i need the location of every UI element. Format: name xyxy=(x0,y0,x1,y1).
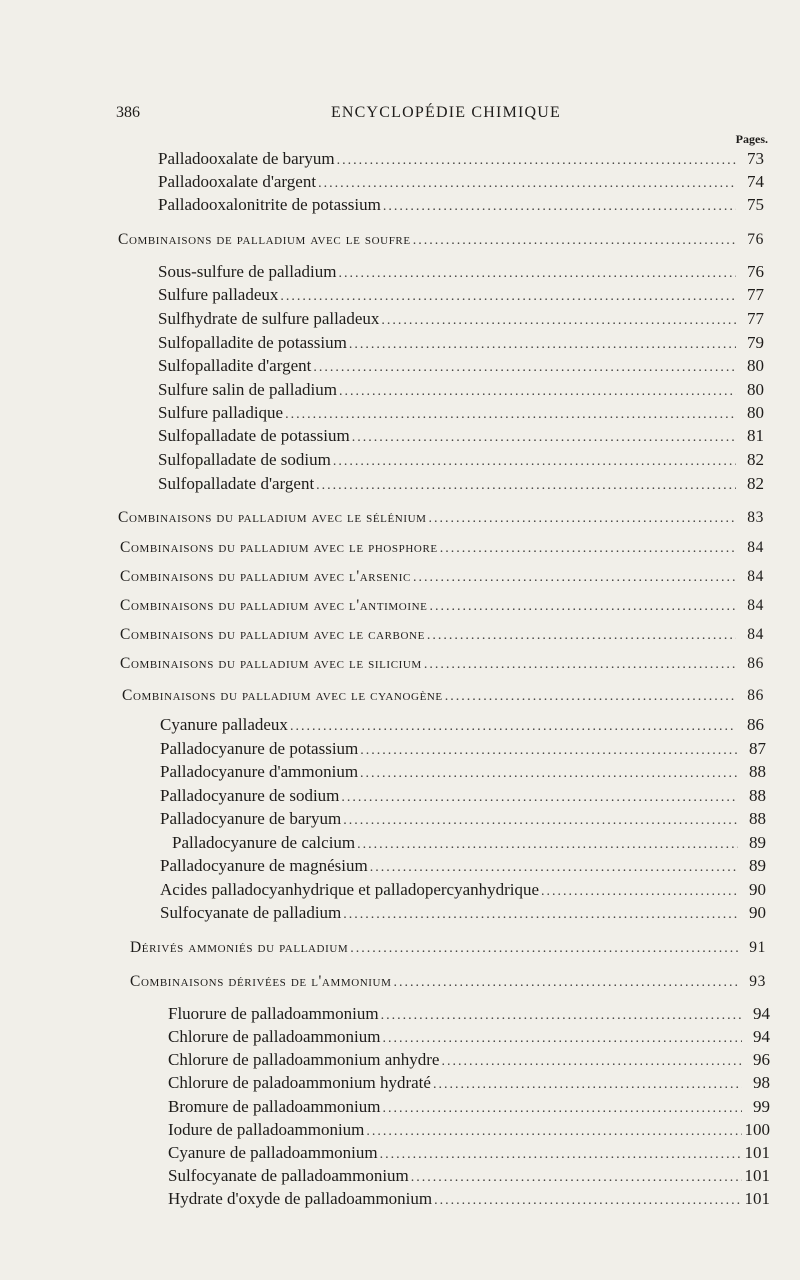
pages-column-label: Pages. xyxy=(735,132,768,146)
toc-entry-title: Chlorure de palladoammonium xyxy=(168,1027,381,1046)
toc-entry-page-number: 84 xyxy=(747,568,764,585)
toc-entry-title: Combinaisons du palladium avec le phosphore xyxy=(120,539,438,556)
toc-entry xyxy=(168,1096,770,1118)
toc-entry-title: Combinaisons du palladium avec le silicium xyxy=(120,655,422,672)
toc-entry-page-number: 80 xyxy=(747,356,764,375)
toc-entry-title: Cyanure de palladoammonium xyxy=(168,1143,378,1162)
toc-entry-page-number: 91 xyxy=(749,939,766,956)
toc-entry-page-number: 82 xyxy=(747,474,764,493)
toc-entry xyxy=(158,402,764,424)
toc-entry xyxy=(160,879,766,901)
toc-entry-page-number: 86 xyxy=(747,715,764,734)
dot-leader xyxy=(411,1167,742,1189)
toc-entry-title: Sulfopalladite de potassium xyxy=(158,333,347,352)
toc-entry-title: Combinaisons du palladium avec le sélénium xyxy=(118,509,427,526)
page-header xyxy=(116,104,776,128)
toc-entry-title: Palladocyanure de magnésium xyxy=(160,856,368,875)
toc-entry xyxy=(160,902,766,924)
toc-entry-title: Sulfocyanate de palladoammonium xyxy=(168,1166,409,1185)
dot-leader xyxy=(424,654,736,676)
toc-entry-page-number: 100 xyxy=(744,1120,770,1139)
toc-entry xyxy=(160,855,766,877)
dot-leader xyxy=(341,787,738,809)
toc-entry xyxy=(160,761,766,783)
dot-leader xyxy=(360,740,738,762)
toc-entry-page-number: 74 xyxy=(747,172,764,191)
toc-entry-title: Combinaisons du palladium avec l'antimoine xyxy=(120,597,428,614)
dot-leader xyxy=(313,357,736,379)
toc-entry-page-number: 81 xyxy=(747,426,764,445)
toc-entry xyxy=(158,148,764,170)
toc-entry-title: Palladooxalonitrite de potassium xyxy=(158,195,381,214)
toc-section-heading xyxy=(130,971,766,993)
toc-entry-title: Palladocyanure de calcium xyxy=(172,833,356,852)
toc-entry-page-number: 89 xyxy=(749,856,766,875)
toc-entry xyxy=(158,284,764,306)
toc-entry-page-number: 94 xyxy=(753,1027,770,1046)
dot-leader xyxy=(280,286,736,308)
dot-leader xyxy=(357,834,738,856)
dot-leader xyxy=(352,427,736,449)
toc-entry-title: Dérivés ammoniés du palladium xyxy=(130,939,349,956)
toc-entry-title: Bromure de palladoammonium xyxy=(168,1097,381,1116)
dot-leader xyxy=(381,310,736,332)
toc-entry-title: Combinaisons de palladium avec le soufre xyxy=(118,231,411,248)
dot-leader xyxy=(434,1190,742,1212)
toc-entry-page-number: 73 xyxy=(747,149,764,168)
toc-entry-title: Sulfopalladate d'argent xyxy=(158,474,315,493)
toc-entry-page-number: 80 xyxy=(747,380,764,399)
dot-leader xyxy=(429,596,736,618)
dot-leader xyxy=(427,625,736,647)
dot-leader xyxy=(441,1051,742,1073)
toc-entry-page-number: 90 xyxy=(749,880,766,899)
toc-entry-title: Sulfure palladique xyxy=(158,403,284,422)
toc-entry-title: Acides palladocyanhydrique et palladopercyanhydrique xyxy=(160,880,540,899)
toc-entry xyxy=(158,194,764,216)
dot-leader xyxy=(433,1074,742,1096)
dot-leader xyxy=(370,857,738,879)
toc-entry xyxy=(158,355,764,377)
dot-leader xyxy=(393,972,738,994)
toc-section-heading xyxy=(122,685,764,707)
toc-entry-title: Chlorure de paladoammonium hydraté xyxy=(168,1073,431,1092)
toc-entry xyxy=(160,785,766,807)
toc-entry xyxy=(158,425,764,447)
toc-entry-title: Sulfopalladate de sodium xyxy=(158,450,331,469)
toc-section-heading xyxy=(120,566,764,588)
toc-entry-title: Palladocyanure de baryum xyxy=(160,809,342,828)
toc-entry xyxy=(168,1072,770,1094)
toc-entry-page-number: 93 xyxy=(749,973,766,990)
dot-leader xyxy=(413,567,736,589)
toc-entry-page-number: 84 xyxy=(747,539,764,556)
dot-leader xyxy=(349,334,736,356)
dot-leader xyxy=(541,881,738,903)
toc-section-heading xyxy=(120,537,764,559)
toc-entry-page-number: 88 xyxy=(749,809,766,828)
dot-leader xyxy=(343,810,738,832)
toc-entry-page-number: 90 xyxy=(749,903,766,922)
toc-entry-page-number: 101 xyxy=(744,1143,770,1162)
toc-entry-page-number: 101 xyxy=(744,1189,770,1208)
dot-leader xyxy=(343,904,738,926)
toc-entry-title: Palladooxalate de baryum xyxy=(158,149,335,168)
toc-entry-page-number: 101 xyxy=(744,1166,770,1185)
dot-leader xyxy=(318,173,736,195)
toc-entry xyxy=(160,808,766,830)
toc-entry-page-number: 94 xyxy=(753,1004,770,1023)
toc-entry-title: Sulfure palladeux xyxy=(158,285,279,304)
toc-entry-title: Sulfopalladate de potassium xyxy=(158,426,350,445)
dot-leader xyxy=(413,230,736,252)
toc-entry-title: Sulfure salin de palladium xyxy=(158,380,337,399)
toc-entry xyxy=(158,261,764,283)
toc-entry xyxy=(160,738,766,760)
page-number: 386 xyxy=(116,104,140,121)
toc-section-heading xyxy=(120,624,764,646)
toc-section-heading xyxy=(120,595,764,617)
dot-leader xyxy=(366,1121,742,1143)
toc-entry xyxy=(168,1142,770,1164)
toc-entry-title: Palladocyanure de potassium xyxy=(160,739,359,758)
toc-entry-page-number: 77 xyxy=(747,309,764,328)
toc-entry xyxy=(168,1049,770,1071)
toc-entry-page-number: 84 xyxy=(747,597,764,614)
toc-entry-title: Combinaisons dérivées de l'ammonium xyxy=(130,973,392,990)
dot-leader xyxy=(290,716,736,738)
dot-leader xyxy=(429,508,736,530)
toc-entry xyxy=(172,832,766,854)
toc-entry-page-number: 80 xyxy=(747,403,764,422)
toc-entry-page-number: 99 xyxy=(753,1097,770,1116)
toc-entry-title: Sulfopalladite d'argent xyxy=(158,356,312,375)
toc-entry xyxy=(168,1119,770,1141)
dot-leader xyxy=(382,1028,742,1050)
running-title: ENCYCLOPÉDIE CHIMIQUE xyxy=(330,104,562,121)
toc-section-heading xyxy=(118,507,764,529)
dot-leader xyxy=(381,1005,742,1027)
toc-entry xyxy=(168,1026,770,1048)
toc-entry-page-number: 75 xyxy=(747,195,764,214)
toc-entry-page-number: 87 xyxy=(749,739,766,758)
toc-entry-page-number: 76 xyxy=(747,231,764,248)
toc-entry-page-number: 96 xyxy=(753,1050,770,1069)
toc-entry-page-number: 89 xyxy=(749,833,766,852)
dot-leader xyxy=(337,150,736,172)
toc-entry xyxy=(158,449,764,471)
toc-entry-page-number: 76 xyxy=(747,262,764,281)
dot-leader xyxy=(350,938,738,960)
toc-entry xyxy=(168,1003,770,1025)
dot-leader xyxy=(382,1098,742,1120)
toc-entry-title: Sulfhydrate de sulfure palladeux xyxy=(158,309,380,328)
toc-entry-title: Sous-sulfure de palladium xyxy=(158,262,337,281)
toc-section-heading xyxy=(120,653,764,675)
toc-section-heading xyxy=(118,229,764,251)
toc-entry-page-number: 79 xyxy=(747,333,764,352)
dot-leader xyxy=(285,404,736,426)
toc-entry xyxy=(158,332,764,354)
toc-entry xyxy=(168,1188,770,1210)
dot-leader xyxy=(380,1144,742,1166)
toc-entry xyxy=(158,308,764,330)
toc-entry-page-number: 88 xyxy=(749,786,766,805)
toc-entry-page-number: 82 xyxy=(747,450,764,469)
toc-entry-title: Palladocyanure de sodium xyxy=(160,786,340,805)
toc-entry xyxy=(168,1165,770,1187)
toc-entry xyxy=(158,379,764,401)
toc-section-heading xyxy=(130,937,766,959)
toc-entry-title: Combinaisons du palladium avec l'arsenic xyxy=(120,568,411,585)
dot-leader xyxy=(338,263,736,285)
toc-entry-page-number: 83 xyxy=(747,509,764,526)
dot-leader xyxy=(360,763,738,785)
dot-leader xyxy=(316,475,736,497)
toc-entry-page-number: 98 xyxy=(753,1073,770,1092)
toc-entry-title: Chlorure de palladoammonium anhydre xyxy=(168,1050,440,1069)
toc-entry-title: Combinaisons du palladium avec le carbone xyxy=(120,626,425,643)
toc-entry-title: Palladocyanure d'ammonium xyxy=(160,762,359,781)
toc-entry-page-number: 88 xyxy=(749,762,766,781)
toc-entry-page-number: 77 xyxy=(747,285,764,304)
dot-leader xyxy=(333,451,736,473)
toc-entry-page-number: 86 xyxy=(747,687,764,704)
toc-entry-title: Combinaisons du palladium avec le cyanogène xyxy=(122,687,443,704)
dot-leader xyxy=(440,538,736,560)
toc-entry-title: Palladooxalate d'argent xyxy=(158,172,317,191)
toc-entry-page-number: 84 xyxy=(747,626,764,643)
toc-entry-title: Fluorure de palladoammonium xyxy=(168,1004,379,1023)
toc-entry xyxy=(160,714,764,736)
dot-leader xyxy=(383,196,736,218)
toc-entry-page-number: 86 xyxy=(747,655,764,672)
toc-entry-title: Hydrate d'oxyde de palladoammonium xyxy=(168,1189,433,1208)
dot-leader xyxy=(339,381,736,403)
toc-entry xyxy=(158,473,764,495)
toc-entry xyxy=(158,171,764,193)
dot-leader xyxy=(445,686,736,708)
toc-entry-title: Sulfocyanate de palladium xyxy=(160,903,342,922)
toc-entry-title: Cyanure palladeux xyxy=(160,715,288,734)
toc-entry-title: Iodure de palladoammonium xyxy=(168,1120,365,1139)
